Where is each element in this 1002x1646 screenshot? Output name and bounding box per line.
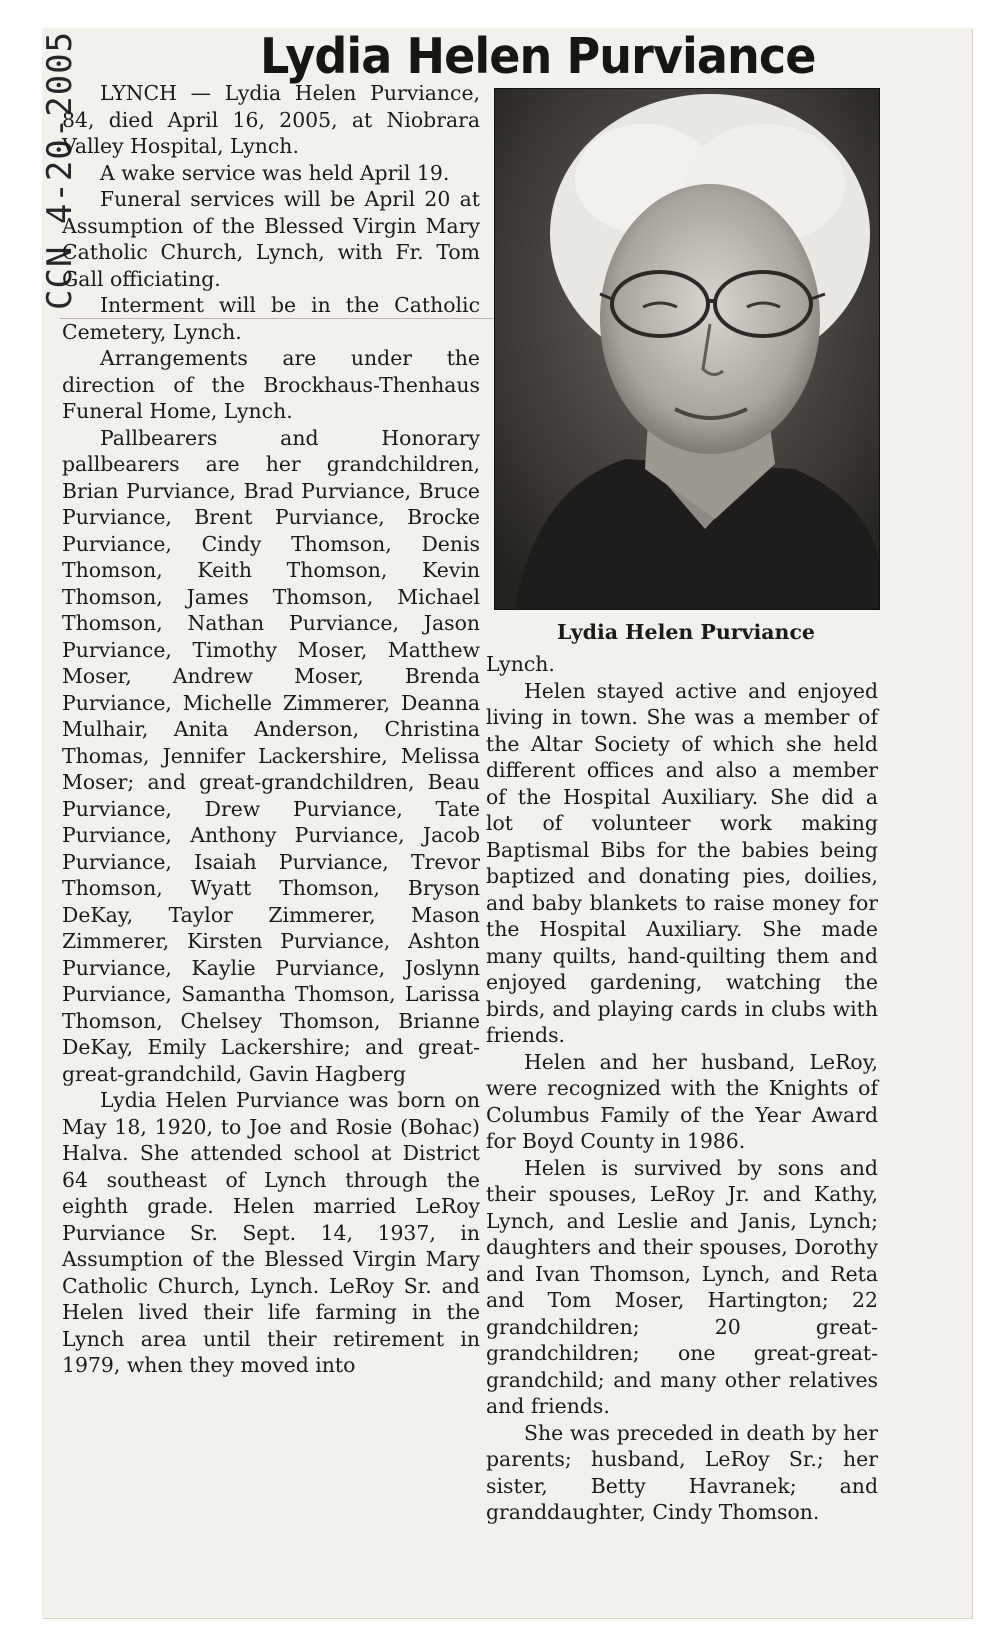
paragraph-interment: Interment will be in the Catholic Cemetery, Lynch. — [62, 293, 480, 344]
paragraph-pallbearers: Pallbearers and Honorary pallbearers are her grandchildren, Brian Purviance, Brad Purviance, Bruce Purviance, Brent Purviance, Brocke Purviance, Cindy Thomson, Denis Thomson, Keith Thomson, Kevin Thomson, James Thomson, Michael Thomson, Nathan Purviance, Jason Purviance, Timothy Moser, Matthew Moser, Andrew Moser, Brenda Purviance, Michelle Zimmerer, Deanna Mulhair, Anita Anderson, Christina Thomas, Jennifer Lackershire, Melissa Moser; and great-grandchildren, Beau Purviance, Drew Purviance, Tate Purviance, Anthony Purviance, Jacob Purviance, Isaiah Purviance, Trevor Thomson, Wyatt Thomson, Bryson DeKay, Taylor Zimmerer, Mason Zimmerer, Kirsten Purviance, Ashton Purviance, Kaylie Purviance, Joslynn Purviance, Samantha Thomson, Larissa Thomson, Chelsey Thomson, Brianne DeKay, Emily Lackershire; and great-great-grandchild, Gavin Hagberg — [62, 425, 480, 1086]
paragraph-award: Helen and her husband, LeRoy, were recognized with the Knights of Columbus Family of the Year Award for Boyd County in 1986. — [486, 1049, 878, 1153]
paragraph-arrangements: Arrangements are under the direction of the Brockhaus-Thenhaus Funeral Home, Lynch. — [62, 346, 480, 423]
paragraph-death-notice: LYNCH — Lydia Helen Purviance, 84, died April 16, 2005, at Niobrara Valley Hospital, Lynch. — [62, 81, 480, 158]
paragraph-activities: Helen stayed active and enjoyed living in town. She was a member of the Altar Society of which she held different offices and also a member of the Hospital Auxiliary. She did a lot of volunteer work making Baptismal Bibs for the babies being baptized and donating pies, doilies, and baby blankets to raise money for the Hospital Auxiliary. She made many quilts, hand-quilting them and enjoyed gardening, watching the birds, and playing cards in clubs with friends. — [486, 678, 878, 1047]
paragraph-continuation: Lynch. — [486, 652, 555, 676]
photo-caption: Lydia Helen Purviance — [557, 620, 815, 644]
obituary-headline: Lydia Helen Purviance — [260, 28, 816, 85]
paragraph-funeral: Funeral services will be April 20 at Assumption of the Blessed Virgin Mary Catholic Church, Lynch, with Fr. Tom Gall officiating. — [62, 187, 480, 291]
handwritten-date-note: CCN 4-20-2005 — [40, 30, 80, 310]
right-text-column — [486, 651, 878, 1526]
paragraph-wake: A wake service was held April 19. — [100, 160, 450, 185]
portrait-photo — [494, 88, 880, 610]
paragraph-survivors: Helen is survived by sons and their spouses, LeRoy Jr. and Kathy, Lynch, and Leslie and Janis, Lynch; daughters and their spouses, Dorothy and Ivan Thomson, Lynch, and Reta and Tom Moser, Hartington; 22 grandchildren; 20 great-grandchildren; one great-great-grandchild; and many other relatives and friends. — [486, 1155, 878, 1418]
portrait-illustration — [495, 89, 879, 609]
paragraph-preceded: She was preceded in death by her parents; husband, LeRoy Sr.; her sister, Betty Havranek; and granddaughter, Cindy Thomson. — [486, 1420, 878, 1524]
paragraph-biography: Lydia Helen Purviance was born on May 18, 1920, to Joe and Rosie (Bohac) Halva. She attended school at District 64 southeast of Lynch through the eighth grade. Helen married LeRoy Purviance Sr. Sept. 14, 1937, in Assumption of the Blessed Virgin Mary Catholic Church, Lynch. LeRoy Sr. and Helen lived their life farming in the Lynch area until their retirement in 1979, when they moved into — [62, 1088, 480, 1377]
left-text-column — [62, 80, 480, 1379]
